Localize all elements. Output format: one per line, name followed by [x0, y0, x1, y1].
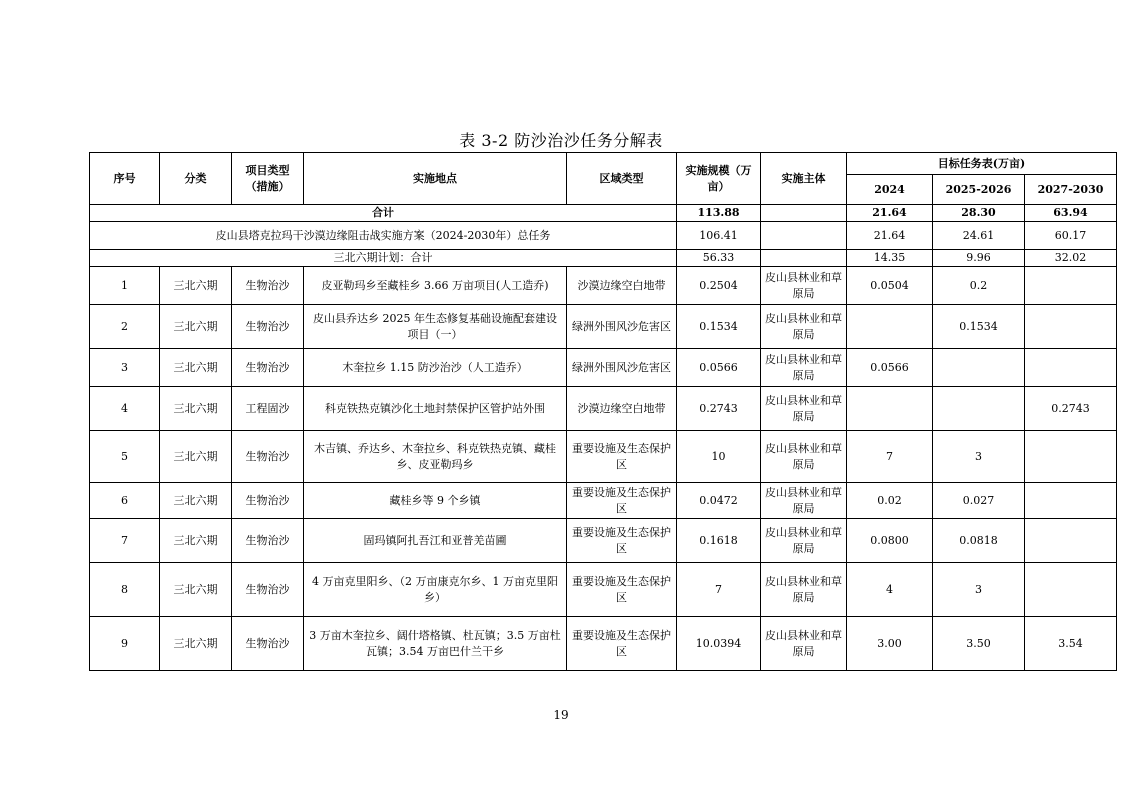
cell-area: 绿洲外围风沙危害区	[567, 349, 677, 387]
cell-seq: 2	[90, 305, 160, 349]
cell-scale: 0.0472	[677, 483, 761, 519]
cell-type: 生物治沙	[232, 305, 304, 349]
cell-2027	[1025, 305, 1117, 349]
total-2024: 21.64	[847, 205, 933, 222]
phase-total-entity	[761, 250, 847, 267]
cell-2027: 3.54	[1025, 617, 1117, 671]
cell-area: 重要设施及生态保护区	[567, 617, 677, 671]
cell-scale: 7	[677, 563, 761, 617]
cell-2025	[933, 349, 1025, 387]
cell-scale: 10	[677, 431, 761, 483]
cell-2025: 3.50	[933, 617, 1025, 671]
cell-seq: 6	[90, 483, 160, 519]
cell-2027	[1025, 563, 1117, 617]
cell-scale: 0.2743	[677, 387, 761, 431]
cell-seq: 4	[90, 387, 160, 431]
cell-2024	[847, 305, 933, 349]
cell-seq: 1	[90, 267, 160, 305]
header-entity: 实施主体	[761, 153, 847, 205]
cell-2024: 0.0800	[847, 519, 933, 563]
cell-type: 生物治沙	[232, 563, 304, 617]
cell-area: 重要设施及生态保护区	[567, 483, 677, 519]
cell-area: 重要设施及生态保护区	[567, 563, 677, 617]
cell-2025: 0.1534	[933, 305, 1025, 349]
cell-location: 木奎拉乡 1.15 防沙治沙（人工造乔）	[304, 349, 567, 387]
cell-2024: 0.0566	[847, 349, 933, 387]
phase-total-2027: 32.02	[1025, 250, 1117, 267]
cell-seq: 5	[90, 431, 160, 483]
phase-total-row	[90, 250, 1117, 267]
phase-total-label: 三北六期计划：合计	[90, 250, 677, 267]
cell-entity: 皮山县林业和草原局	[761, 431, 847, 483]
cell-location: 科克铁热克镇沙化土地封禁保护区管护站外围	[304, 387, 567, 431]
header-area-type: 区域类型	[567, 153, 677, 205]
cell-2027: 0.2743	[1025, 387, 1117, 431]
cell-scale: 10.0394	[677, 617, 761, 671]
cell-category: 三北六期	[160, 519, 232, 563]
phase-total-2025: 9.96	[933, 250, 1025, 267]
cell-entity: 皮山县林业和草原局	[761, 267, 847, 305]
header-location: 实施地点	[304, 153, 567, 205]
cell-location: 木吉镇、乔达乡、木奎拉乡、科克铁热克镇、藏桂乡、皮亚勒玛乡	[304, 431, 567, 483]
total-2025: 28.30	[933, 205, 1025, 222]
cell-2027	[1025, 519, 1117, 563]
cell-category: 三北六期	[160, 267, 232, 305]
cell-category: 三北六期	[160, 617, 232, 671]
plan-total-row	[90, 222, 1117, 250]
cell-2025: 0.0818	[933, 519, 1025, 563]
cell-area: 重要设施及生态保护区	[567, 431, 677, 483]
cell-entity: 皮山县林业和草原局	[761, 387, 847, 431]
header-project-type: 项目类型（措施）	[232, 153, 304, 205]
cell-type: 工程固沙	[232, 387, 304, 431]
cell-type: 生物治沙	[232, 267, 304, 305]
cell-entity: 皮山县林业和草原局	[761, 519, 847, 563]
cell-category: 三北六期	[160, 349, 232, 387]
cell-2025: 3	[933, 431, 1025, 483]
cell-entity: 皮山县林业和草原局	[761, 483, 847, 519]
cell-category: 三北六期	[160, 305, 232, 349]
cell-seq: 7	[90, 519, 160, 563]
cell-2027	[1025, 267, 1117, 305]
cell-location: 3 万亩木奎拉乡、阔什塔格镇、杜瓦镇；3.5 万亩杜瓦镇；3.54 万亩巴什兰干乡	[304, 617, 567, 671]
cell-2024: 0.02	[847, 483, 933, 519]
cell-2024: 4	[847, 563, 933, 617]
cell-category: 三北六期	[160, 387, 232, 431]
table-row	[90, 431, 1117, 483]
page-number: 19	[553, 708, 569, 722]
table-row	[90, 563, 1117, 617]
cell-location: 4 万亩克里阳乡、（2 万亩康克尔乡、1 万亩克里阳乡）	[304, 563, 567, 617]
cell-category: 三北六期	[160, 483, 232, 519]
table-row	[90, 267, 1117, 305]
header-target: 目标任务表(万亩)	[847, 153, 1117, 175]
cell-entity: 皮山县林业和草原局	[761, 617, 847, 671]
plan-total-2025: 24.61	[933, 222, 1025, 250]
table-row	[90, 519, 1117, 563]
table-title: 表 3-2 防沙治沙任务分解表	[459, 131, 663, 150]
header-category: 分类	[160, 153, 232, 205]
cell-seq: 9	[90, 617, 160, 671]
header-2025-2026: 2025-2026	[933, 175, 1025, 205]
table-row	[90, 387, 1117, 431]
table-row	[90, 617, 1117, 671]
header-2027-2030: 2027-2030	[1025, 175, 1117, 205]
cell-area: 重要设施及生态保护区	[567, 519, 677, 563]
plan-total-entity	[761, 222, 847, 250]
cell-type: 生物治沙	[232, 519, 304, 563]
cell-location: 藏桂乡等 9 个乡镇	[304, 483, 567, 519]
total-label: 合计	[90, 205, 677, 222]
cell-area: 沙漠边缘空白地带	[567, 387, 677, 431]
total-entity	[761, 205, 847, 222]
table-row	[90, 305, 1117, 349]
plan-total-label: 皮山县塔克拉玛干沙漠边缘阻击战实施方案（2024-2030年）总任务	[90, 222, 677, 250]
cell-area: 绿洲外围风沙危害区	[567, 305, 677, 349]
cell-2025: 0.027	[933, 483, 1025, 519]
cell-entity: 皮山县林业和草原局	[761, 305, 847, 349]
cell-seq: 8	[90, 563, 160, 617]
plan-total-scale: 106.41	[677, 222, 761, 250]
cell-2027	[1025, 349, 1117, 387]
cell-2024	[847, 387, 933, 431]
cell-2027	[1025, 431, 1117, 483]
cell-2024: 7	[847, 431, 933, 483]
cell-scale: 0.0566	[677, 349, 761, 387]
cell-2024: 0.0504	[847, 267, 933, 305]
cell-scale: 0.2504	[677, 267, 761, 305]
header-scale: 实施规模（万亩）	[677, 153, 761, 205]
cell-type: 生物治沙	[232, 349, 304, 387]
cell-area: 沙漠边缘空白地带	[567, 267, 677, 305]
cell-scale: 0.1534	[677, 305, 761, 349]
phase-total-2024: 14.35	[847, 250, 933, 267]
cell-category: 三北六期	[160, 563, 232, 617]
total-scale: 113.88	[677, 205, 761, 222]
cell-2025: 0.2	[933, 267, 1025, 305]
table-row	[90, 483, 1117, 519]
cell-seq: 3	[90, 349, 160, 387]
cell-type: 生物治沙	[232, 431, 304, 483]
cell-location: 皮山县乔达乡 2025 年生态修复基础设施配套建设项目（一）	[304, 305, 567, 349]
cell-2027	[1025, 483, 1117, 519]
cell-2025	[933, 387, 1025, 431]
table-row	[90, 349, 1117, 387]
task-table	[89, 152, 1117, 671]
plan-total-2027: 60.17	[1025, 222, 1117, 250]
cell-type: 生物治沙	[232, 617, 304, 671]
total-2027: 63.94	[1025, 205, 1117, 222]
cell-2024: 3.00	[847, 617, 933, 671]
cell-2025: 3	[933, 563, 1025, 617]
cell-type: 生物治沙	[232, 483, 304, 519]
cell-location: 皮亚勒玛乡至藏桂乡 3.66 万亩项目(人工造乔)	[304, 267, 567, 305]
cell-location: 固玛镇阿扎吾江和亚普羌苗圃	[304, 519, 567, 563]
plan-total-2024: 21.64	[847, 222, 933, 250]
cell-entity: 皮山县林业和草原局	[761, 563, 847, 617]
cell-category: 三北六期	[160, 431, 232, 483]
total-row	[90, 205, 1117, 222]
header-seq: 序号	[90, 153, 160, 205]
cell-scale: 0.1618	[677, 519, 761, 563]
phase-total-scale: 56.33	[677, 250, 761, 267]
header-2024: 2024	[847, 175, 933, 205]
cell-entity: 皮山县林业和草原局	[761, 349, 847, 387]
